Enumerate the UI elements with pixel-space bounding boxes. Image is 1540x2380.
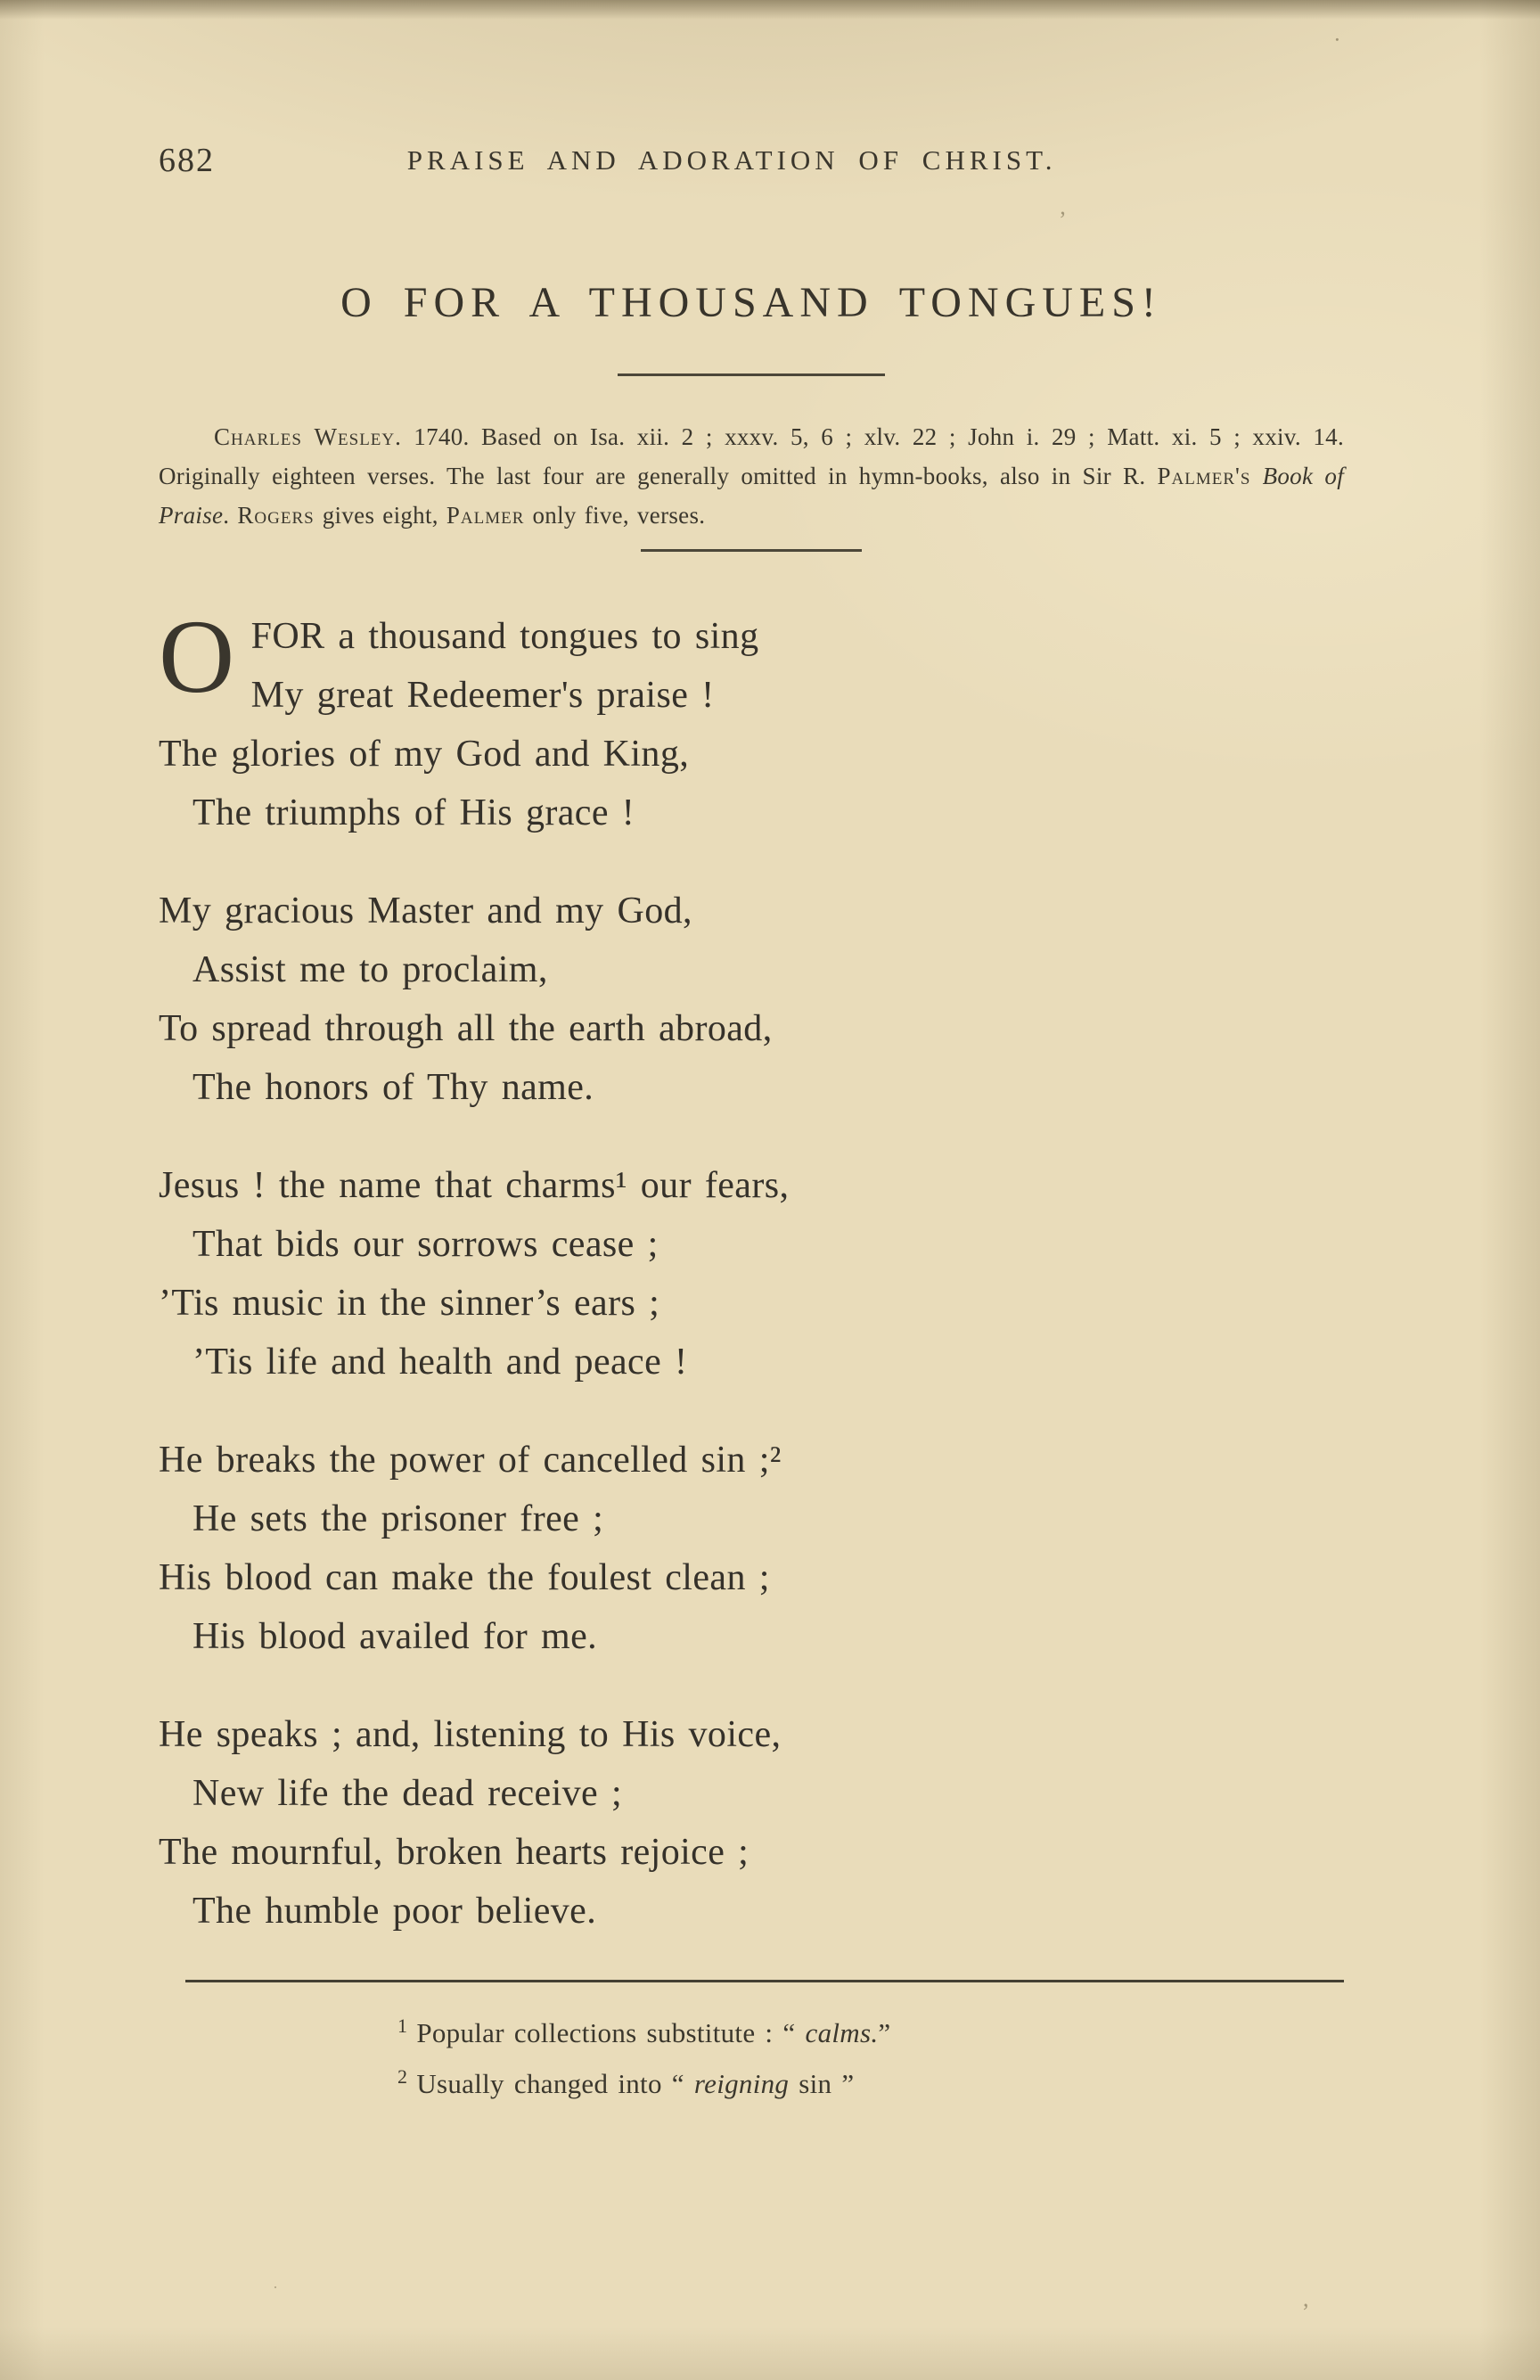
editor-name: Palmer's: [1157, 463, 1251, 489]
verse-line: To spread through all the earth abroad,: [159, 1008, 773, 1049]
verse-line: That bids our sorrows cease ;: [192, 1224, 659, 1265]
footnote-marker: 2: [397, 2064, 408, 2088]
attribution-divider: [641, 549, 862, 552]
verse-line: The triumphs of His grace !: [192, 792, 635, 833]
verse-5: [159, 1705, 1344, 1941]
running-title: PRAISE AND ADORATION OF CHRIST.: [406, 144, 1057, 176]
author-name: Charles Wesley.: [214, 423, 402, 450]
scan-speck: ,: [1303, 2286, 1309, 2311]
page-content: [159, 141, 1344, 2109]
verse-line: The glories of my God and King,: [159, 734, 690, 775]
verse-line: My great Redeemer's praise !: [250, 675, 715, 716]
verse-line: Jesus ! the name that charms¹ our fears,: [159, 1165, 790, 1206]
footnote-variant-word: calms.: [805, 2017, 879, 2048]
verse-line: His blood can make the foulest clean ;: [159, 1557, 770, 1598]
verse-line: ’Tis life and health and peace !: [192, 1342, 688, 1383]
page-header: [159, 141, 1344, 185]
verse-1: [159, 598, 1344, 842]
footnote-1: $^1$ Popular collections substitute : “ calms.”: [397, 2014, 891, 2048]
verse-line: He breaks the power of cancelled sin ;²: [159, 1440, 782, 1481]
footnote-divider: [185, 1980, 1344, 1982]
editor-name: Rogers: [237, 502, 315, 529]
verse-line: New life the dead receive ;: [192, 1773, 623, 1814]
verse-line: His blood availed for me.: [192, 1616, 598, 1657]
verse-3: [159, 1156, 1344, 1391]
hymn-title: O FOR A THOUSAND TONGUES!: [340, 279, 1162, 326]
verse-line: He sets the prisoner free ;: [192, 1498, 604, 1539]
scan-speck: ·: [273, 2278, 278, 2296]
hymn-body: [159, 598, 1344, 1941]
verse-line: Assist me to proclaim,: [192, 949, 548, 990]
footnote-marker: 1: [397, 2014, 408, 2037]
verse-line: FOR a thousand tongues to sing: [250, 616, 759, 657]
verse-line: The honors of Thy name.: [192, 1067, 594, 1108]
footnote-text: Popular collections substitute : “: [416, 2017, 806, 2048]
verse-line: My gracious Master and my God,: [159, 890, 692, 931]
verse-line: The humble poor believe.: [192, 1891, 597, 1932]
verse-line: The mournful, broken hearts rejoice ;: [159, 1832, 750, 1873]
verse-line: ’Tis music in the sinner’s ears ;: [159, 1283, 660, 1324]
dropcap-initial: O: [159, 598, 235, 715]
footnotes: [397, 2007, 1344, 2109]
attribution-note: Charles Wesley. 1740. Based on Isa. xii. 2 ; xxxv. 5, 6 ; xlv. 22 ; John i. 29 ; Matt. xi. 5 ; xxiv. 14. Originally eighteen verses. The last four are generally omitted in hymn-books, also in Sir R. Palmer's Book of Praise. Rogers gives eight, Palmer only five, verses.: [159, 423, 1344, 529]
attribution-text: 1740. Based on Isa. xii. 2 ; xxxv. 5, 6 ; xlv. 22 ; John i. 29 ; Matt. xi. 5 ; xxiv. 14. Originally eighteen verses. The last four are generally omitted in hymn-books, also in Sir R.: [159, 423, 1344, 489]
footnote-variant-word: reigning: [693, 2068, 790, 2099]
verse-2: [159, 882, 1344, 1117]
scan-speck: ’: [1059, 207, 1067, 233]
book-title: Book of Praise: [159, 463, 1344, 529]
footnote-2: $^2$ Usually changed into “ reigning sin ”: [397, 2064, 855, 2099]
verse-4: [159, 1431, 1344, 1666]
editor-name: Palmer: [446, 502, 525, 529]
verse-line: He speaks ; and, listening to His voice,: [159, 1714, 782, 1755]
title-divider: [618, 373, 885, 376]
scan-speck: ·: [1331, 26, 1344, 53]
footnote-text: Usually changed into “: [416, 2068, 694, 2099]
page-number: 682: [159, 142, 215, 179]
